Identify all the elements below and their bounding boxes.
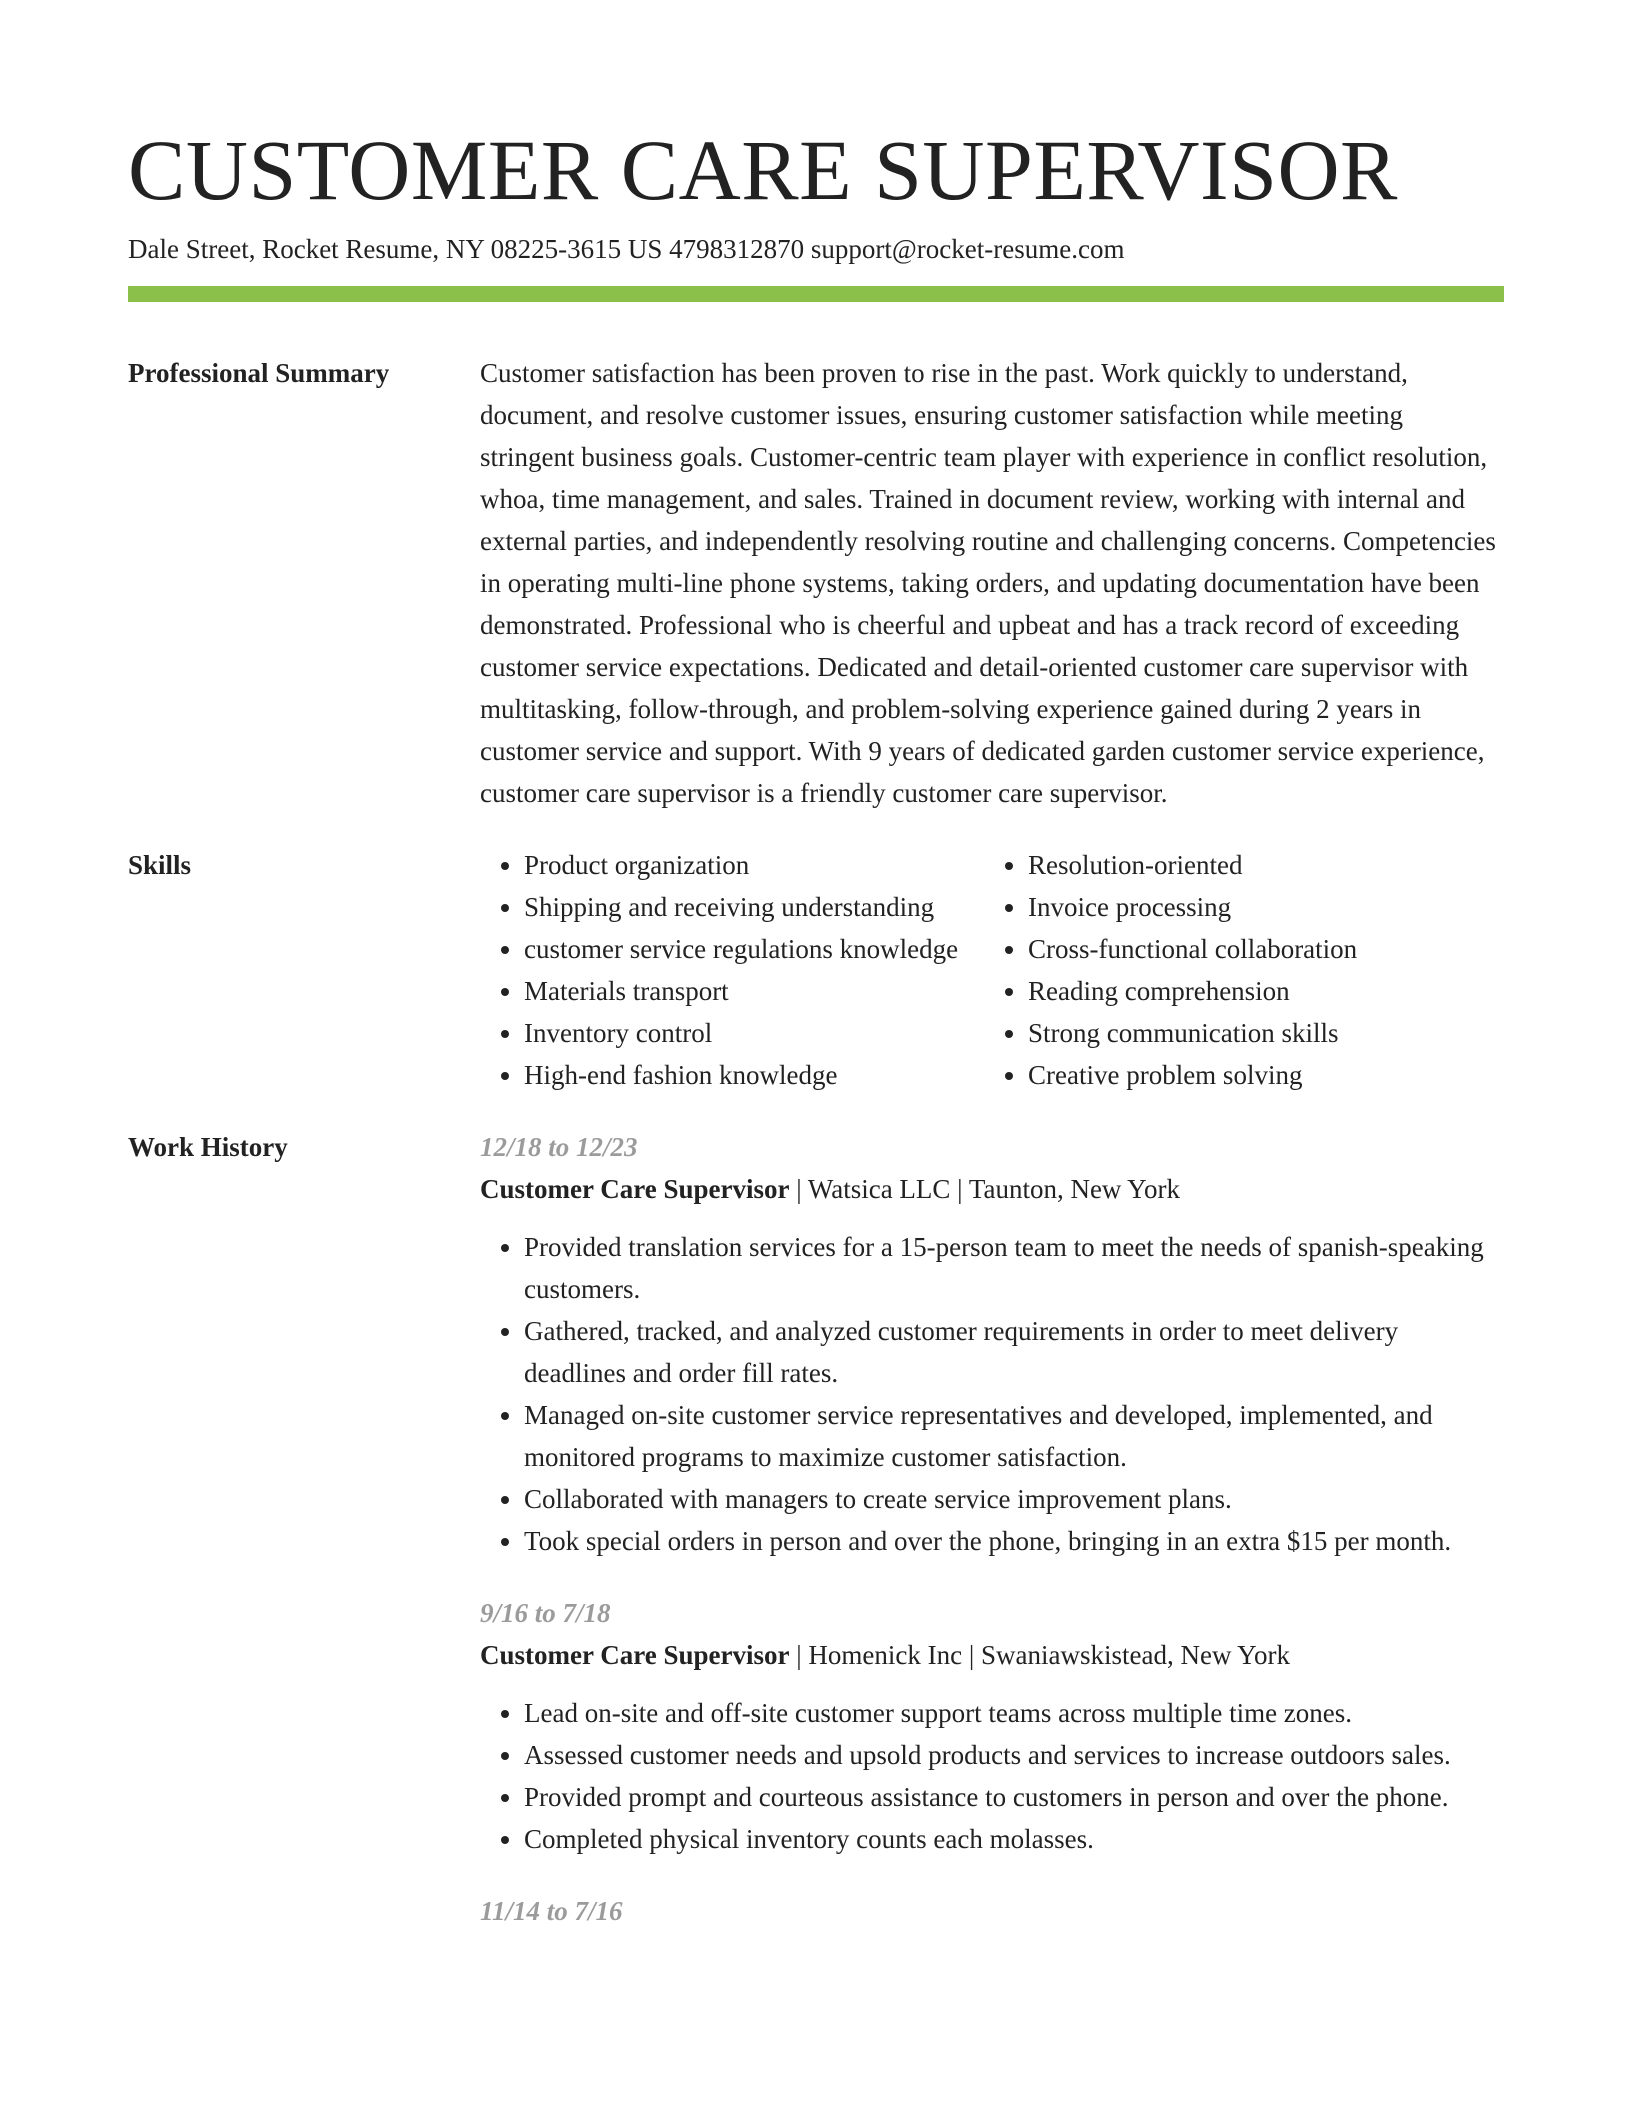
job-bullet: • Took special orders in person and over the phone, bringing in an extra $15 per month. [524,1520,1504,1562]
job-bullet: • Assessed customer needs and upsold products and services to increase outdoors sales. [524,1734,1504,1776]
job-bullet: • Gathered, tracked, and analyzed customer requirements in order to meet delivery deadlines and order fill rates. [524,1310,1504,1394]
skill-item: • Invoice processing [1028,886,1357,928]
job-bullet-list [480,1226,1504,1562]
job-details: | Homenick Inc | Swaniawskistead, New York [789,1640,1290,1670]
skill-item: • Strong communication skills [1028,1012,1357,1054]
summary-body [480,352,1504,814]
work-section [128,1126,1504,1932]
job-bullet: • Provided translation services for a 15-person team to meet the needs of spanish-speaking customers. [524,1226,1504,1310]
job-dates: 9/16 to 7/18 [480,1598,611,1628]
job-details: | Watsica LLC | Taunton, New York [789,1174,1180,1204]
skill-item: • Resolution-oriented [1028,844,1357,886]
contact-email: support@rocket-resume.com [810,234,1125,264]
job-bullet-list [480,1692,1504,1860]
skill-item: • Shipping and receiving understanding [524,886,984,928]
job-title-line [480,1634,1504,1676]
job-entry [480,1126,1504,1562]
skills-column-1 [480,844,984,1096]
job-title-line [480,1168,1504,1210]
job-bullet: • Managed on-site customer service representatives and developed, implemented, and monitored programs to maximize customer satisfaction. [524,1394,1504,1478]
job-title: Customer Care Supervisor [480,1640,790,1670]
skill-item: • Product organization [524,844,984,886]
skills-heading: Skills [128,850,192,880]
contact-line [128,232,1504,266]
work-heading: Work History [128,1132,288,1162]
skill-item: • Materials transport [524,970,984,1012]
skills-column-2 [984,844,1357,1096]
contact-phone: 4798312870 [669,234,805,264]
job-entry [480,1592,1504,1860]
job-dates: 12/18 to 12/23 [480,1132,638,1162]
summary-section [128,352,1504,814]
skill-item: • Inventory control [524,1012,984,1054]
job-bullet: • Completed physical inventory counts each molasses. [524,1818,1504,1860]
accent-divider [128,286,1504,302]
summary-text: Customer satisfaction has been proven to rise in the past. Work quickly to understand, document, and resolve customer issues, ensuring customer satisfaction while meeting stringent business goals. Customer-centric team player with experience in conflict resolution, whoa, time management, and sales. Trained in document review, working with internal and external parties, and independently resolving routine and challenging concerns. Competencies in operating multi-line phone systems, taking orders, and updating documentation have been demonstrated. Professional who is cheerful and upbeat and has a track record of exceeding customer service expectations. Dedicated and detail-oriented customer care supervisor with multitasking, follow-through, and problem-solving experience gained during 2 years in customer service and support. With 9 years of dedicated garden customer service experience, customer care supervisor is a friendly customer care supervisor. [480,358,1496,808]
resume-page [128,0,1504,1932]
job-bullet: • Collaborated with managers to create service improvement plans. [524,1478,1504,1520]
skill-item: • customer service regulations knowledge [524,928,984,970]
job-bullet: • Provided prompt and courteous assistance to customers in person and over the phone. [524,1776,1504,1818]
skills-section [128,844,1504,1096]
skill-item: • Cross-functional collaboration [1028,928,1357,970]
skill-item: • High-end fashion knowledge [524,1054,984,1096]
skill-item: • Creative problem solving [1028,1054,1357,1096]
job-bullet: • Lead on-site and off-site customer support teams across multiple time zones. [524,1692,1504,1734]
job-entry [480,1890,1504,1932]
contact-address: Dale Street, Rocket Resume, NY 08225-3615 US [128,234,663,264]
skill-item: • Reading comprehension [1028,970,1357,1012]
resume-name: CUSTOMER CARE SUPERVISOR [128,122,1398,218]
job-dates: 11/14 to 7/16 [480,1896,623,1926]
job-title: Customer Care Supervisor [480,1174,790,1204]
work-body [480,1126,1504,1932]
skills-body [480,844,1504,1096]
summary-heading: Professional Summary [128,358,390,388]
